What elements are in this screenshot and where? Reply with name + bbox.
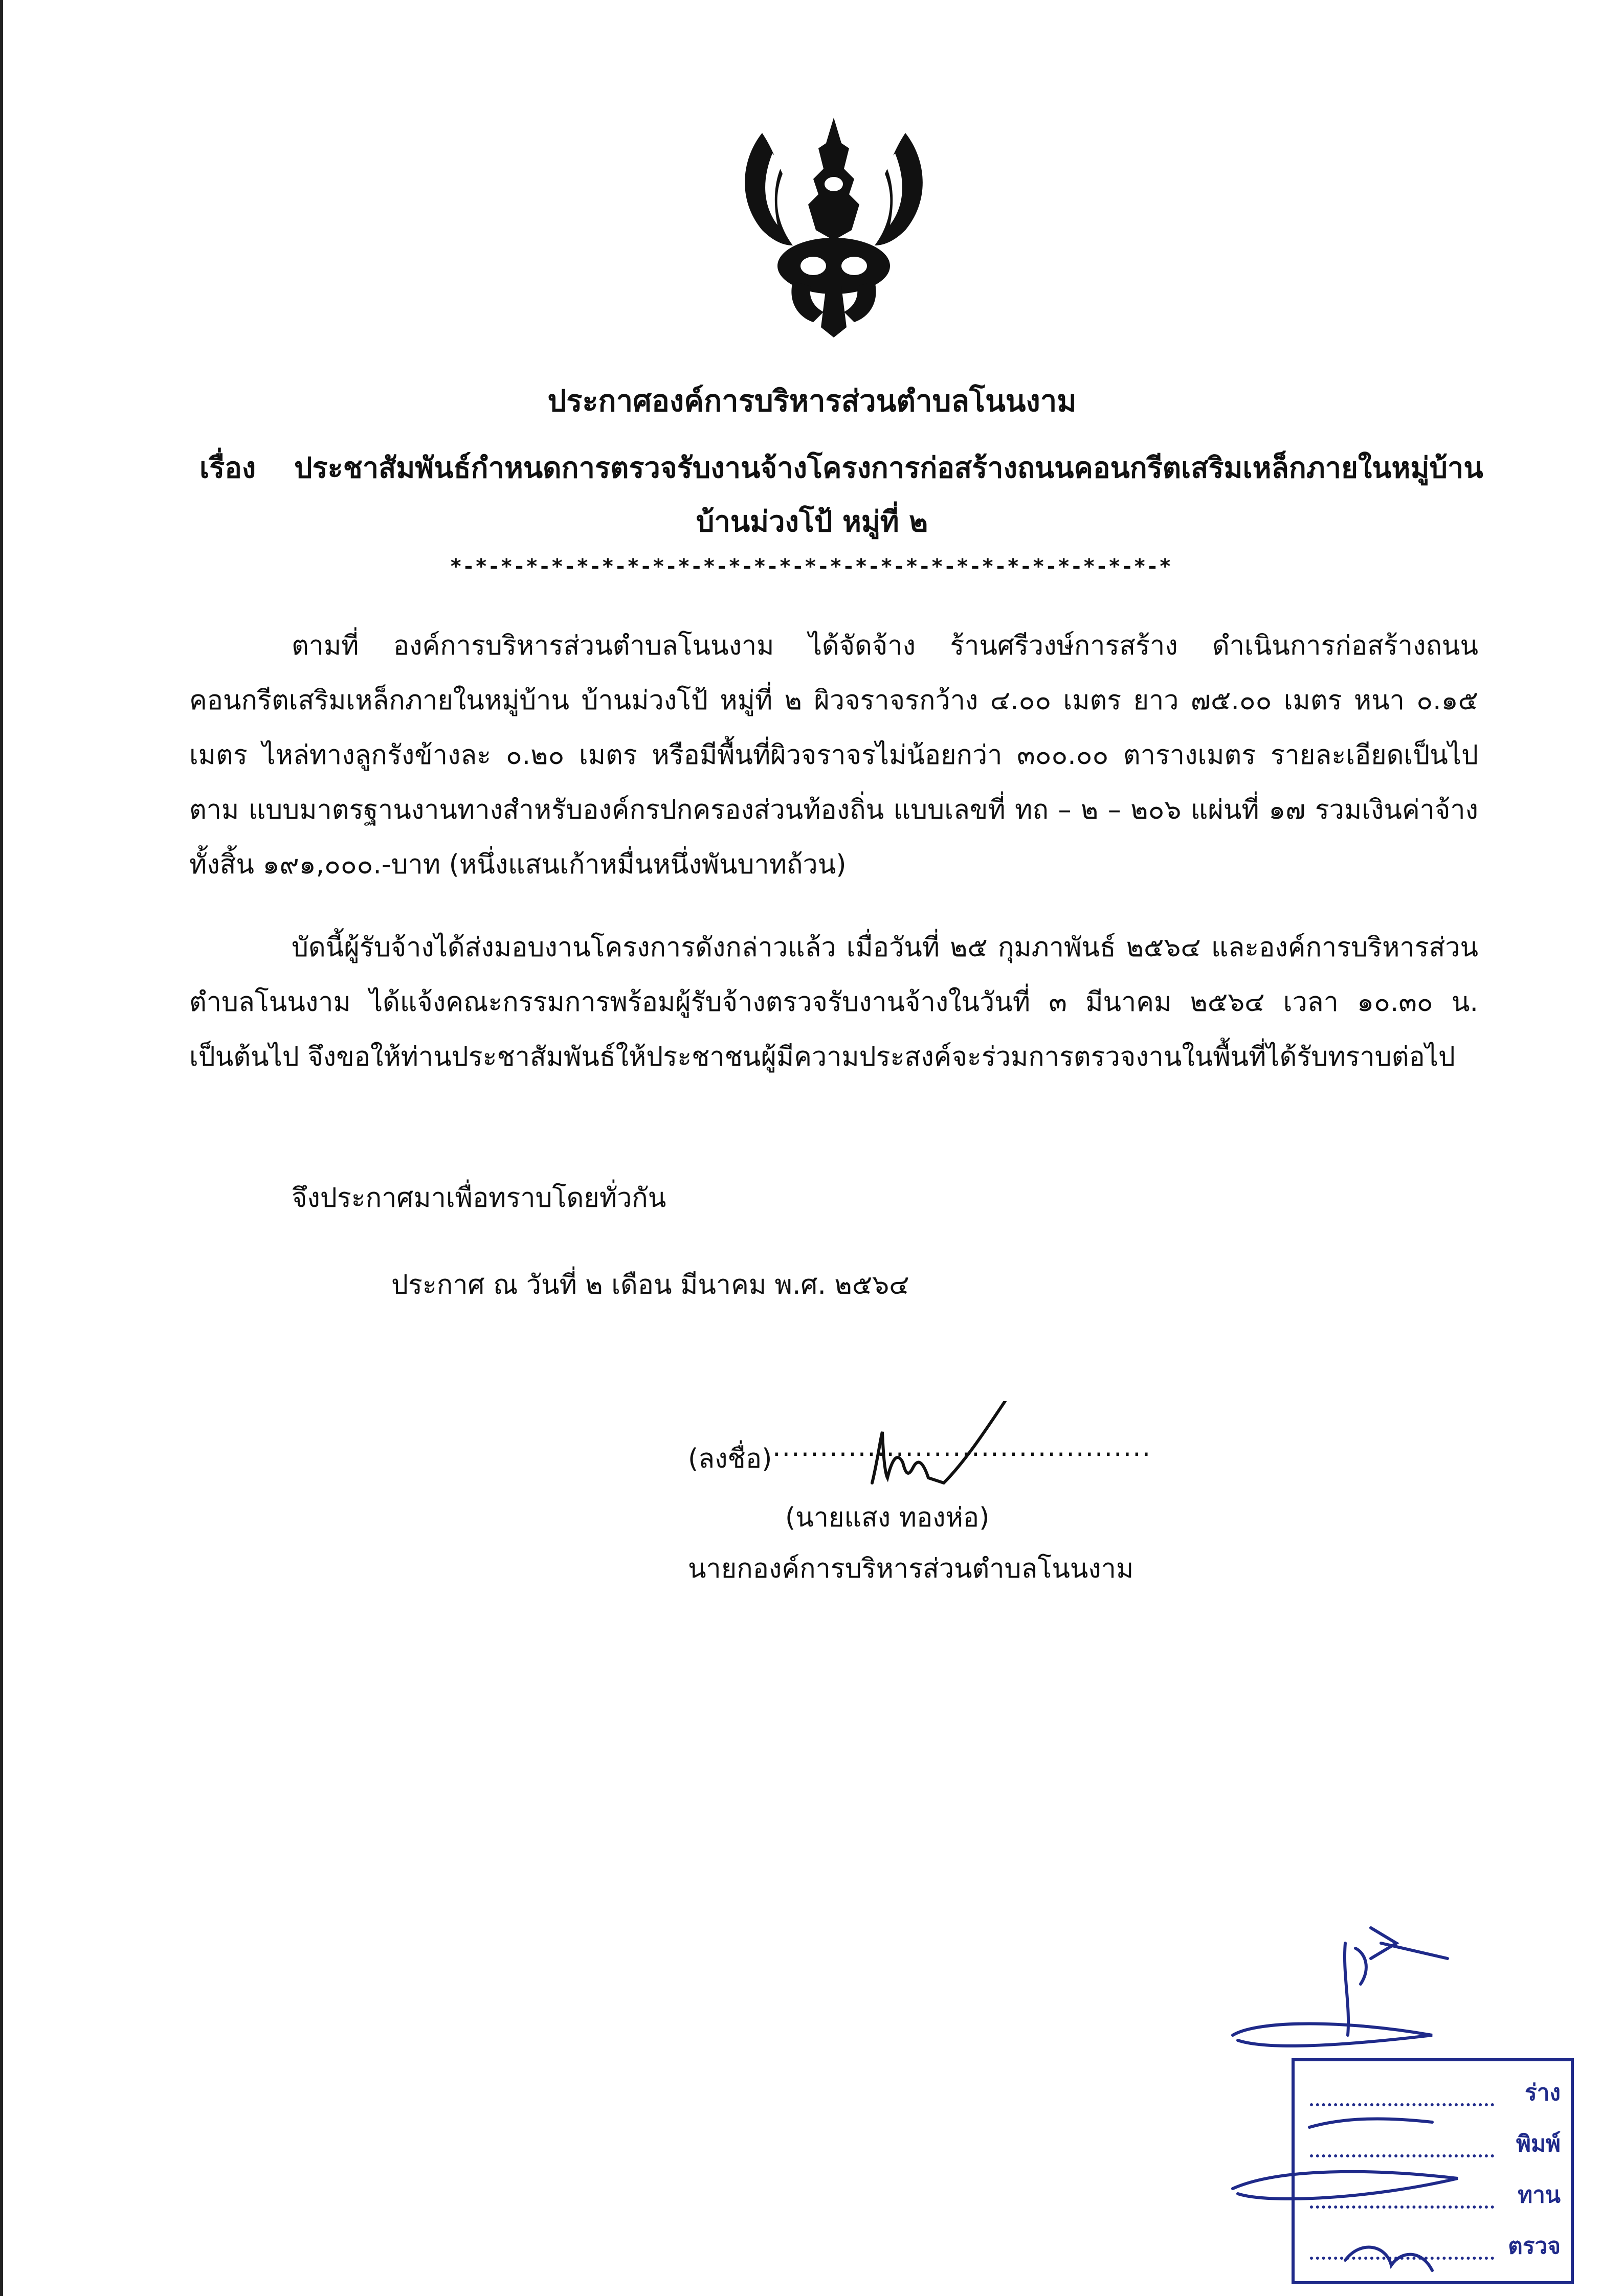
paragraph-text: บัดนี้ผู้รับจ้างได้ส่งมอบงานโครงการดังกล่าวแล้ว เมื่อวันที่ ๒๕ กุมภาพันธ์ ๒๕๖๔ และองค์การบริหารส่วนตำบลโนนงาม ได้แจ้งคณะกรรมการพร้อมผู้รับจ้างตรวจรับงานจ้างในวันที่ ๓ มีนาคม ๒๕๖๔ เวลา ๑๐.๓๐ น. เป็นต้นไป จึงขอให้ท่านประชาสัมพันธ์ให้ประชาชนผู้มีความประสงค์จะร่วมการตรวจงานในพื้นที่ได้รับทราบต่อไป [189,932,1478,1072]
handwritten-signature-icon [678,1401,1087,1498]
signer-name: (นายแสง ทองห่อ) [785,1502,990,1533]
signature-label: (ลงชื่อ) [688,1444,772,1474]
signer-position: นายกองค์การบริหารส่วนตำบลโนนงาม [688,1554,1134,1584]
signature-dots: ........................................ [772,1432,1152,1462]
stamp-row-draft: ร่าง [1310,2072,1566,2112]
stamp-row-print: พิมพ์ [1310,2123,1566,2164]
stamp-row-check: ตรวจ [1310,2225,1566,2266]
star-divider: *-*-*-*-*-*-*-*-*-*-*-*-*-*-*-*-*-*-*-*-*-*-*-*-*-*-*-*-* [450,555,1174,578]
subject-label: เรื่อง [199,452,256,485]
closing-statement: จึงประกาศมาเพื่อทราบโดยทั่วกัน [292,1183,666,1213]
page-edge-line [0,0,3,2296]
stamp-row-review: ทาน [1310,2174,1566,2215]
announcement-date: ประกาศ ณ วันที่ ๒ เดือน มีนาคม พ.ศ. ๒๕๖๔ [391,1270,909,1300]
body-paragraph-2 [189,920,1478,1085]
announcement-title: ประกาศองค์การบริหารส่วนตำบลโนนงาม [547,384,1077,418]
subject-text-continued: บ้านม่วงโป้ หมู่ที่ ๒ [696,505,928,538]
body-paragraph-1 [189,619,1478,892]
subject-line [199,445,1488,490]
garuda-emblem-icon [731,112,936,337]
paragraph-text: ตามที่ องค์การบริหารส่วนตำบลโนนงาม ได้จัดจ้าง ร้านศรีวงษ์การสร้าง ดำเนินการก่อสร้างถนนคอนกรีตเสริมเหล็กภายในหมู่บ้าน บ้านม่วงโป้ หมู่ที่ ๒ ผิวจราจรกว้าง ๔.๐๐ เมตร ยาว ๗๕.๐๐ เมตร หนา ๐.๑๕ เมตร ไหล่ทางลูกรังข้างละ ๐.๒๐ เมตร หรือมีพื้นที่ผิวจราจรไม่น้อยกว่า ๓๐๐.๐๐ ตารางเมตร รายละเอียดเป็นไปตาม แบบมาตรฐานงานทางสำหรับองค์กรปกครองส่วนท้องถิ่น แบบเลขที่ ทถ – ๒ – ๒๐๖ แผ่นที่ ๑๗ รวมเงินค่าจ้างทั้งสิ้น ๑๙๑,๐๐๐.-บาท (หนึ่งแสนเก้าหมื่นหนึ่งพันบาทถ้วน) [189,631,1478,880]
stamp-initials-icon [1217,1912,1621,2296]
subject-text: ประชาสัมพันธ์กำหนดการตรวจรับงานจ้างโครงการก่อสร้างถนนคอนกรีตเสริมเหล็กภายในหมู่บ้าน [294,452,1483,485]
